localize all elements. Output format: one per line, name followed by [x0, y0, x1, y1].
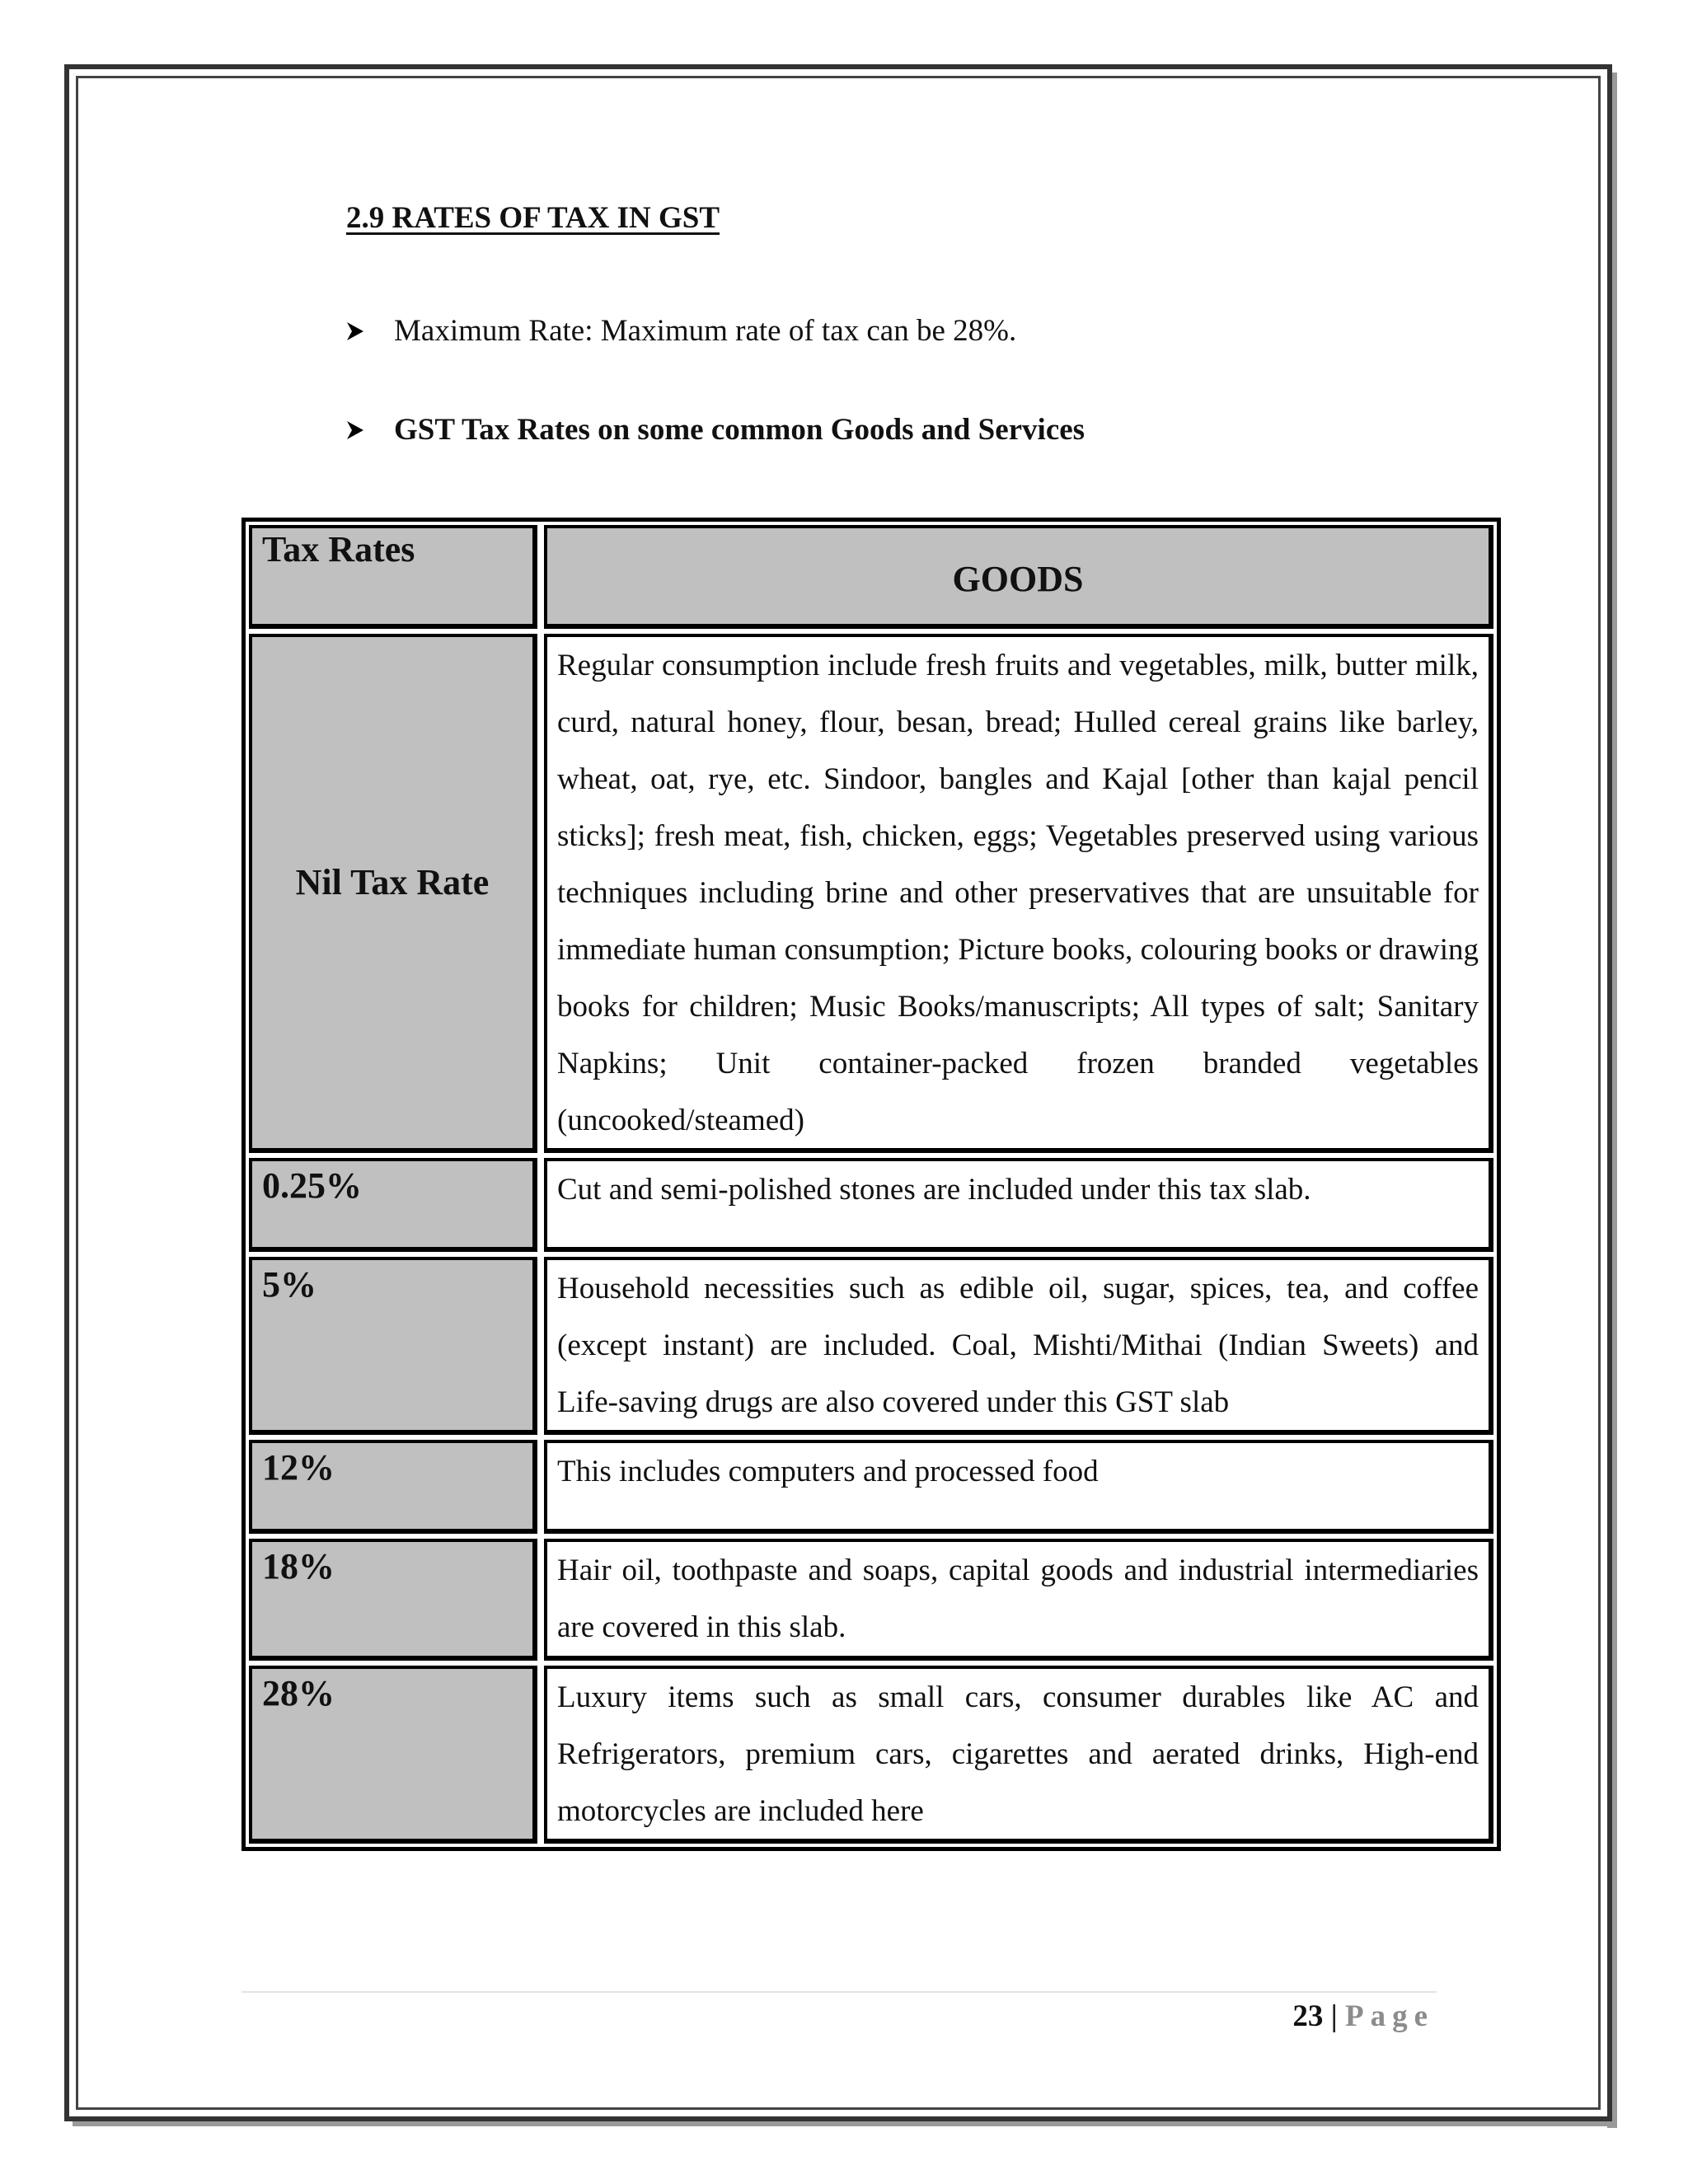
- rate-cell: 28%: [249, 1666, 537, 1844]
- section-heading: 2.9 RATES OF TAX IN GST: [346, 201, 720, 235]
- header-tax-rates: Tax Rates: [249, 525, 537, 629]
- table-row: [249, 634, 1493, 1153]
- footer-separator: |: [1330, 1999, 1338, 2033]
- table-row: [249, 1539, 1493, 1661]
- rate-cell: 18%: [249, 1539, 537, 1661]
- rate-cell: Nil Tax Rate: [249, 634, 537, 1153]
- footer-divider: [241, 1991, 1437, 1993]
- bullet-text: Maximum Rate: Maximum rate of tax can be 28%.: [394, 314, 1017, 348]
- bullet-item-gst-rates: [346, 412, 1085, 448]
- rate-cell: 12%: [249, 1440, 537, 1534]
- bullet-text: GST Tax Rates on some common Goods and Services: [394, 413, 1085, 447]
- arrow-bullet-icon: [346, 420, 364, 440]
- page-label: Page: [1344, 1999, 1434, 2033]
- header-goods: GOODS: [544, 525, 1493, 629]
- rate-cell: 5%: [249, 1257, 537, 1435]
- goods-cell: Household necessities such as edible oil, sugar, spices, tea, and coffee (except instant) are included. Coal, Mishti/Mithai (Indian Sweets) and Life-saving drugs are also covered under this GST slab: [544, 1257, 1493, 1435]
- bullet-item-max-rate: [346, 313, 1016, 349]
- table-row: [249, 1257, 1493, 1435]
- goods-cell: Regular consumption include fresh fruits and vegetables, milk, butter milk, curd, natural honey, flour, besan, bread; Hulled cereal grains like barley, wheat, oat, rye, etc. Sindoor, bangles and Kajal [other than kajal pencil sticks]; fresh meat, fish, chicken, eggs; Vegetables preserved using various techniques including brine and other preservatives that are unsuitable for immediate human consumption; Picture books, colouring books or drawing books for children; Music Books/manuscripts; All types of salt; Sanitary Napkins; Unit container-packed frozen branded vegetables (uncooked/steamed): [544, 634, 1493, 1153]
- goods-cell: Hair oil, toothpaste and soaps, capital goods and industrial intermediaries are covered in this slab.: [544, 1539, 1493, 1661]
- table-header-row: [249, 525, 1493, 629]
- table-row: [249, 1440, 1493, 1534]
- gst-rates-table: [241, 518, 1501, 1851]
- page-footer: [1265, 1999, 1434, 2034]
- rate-cell: 0.25%: [249, 1158, 537, 1252]
- goods-cell: This includes computers and processed food: [544, 1440, 1493, 1534]
- goods-cell: Cut and semi-polished stones are included under this tax slab.: [544, 1158, 1493, 1252]
- goods-cell: Luxury items such as small cars, consumer durables like AC and Refrigerators, premium cars, cigarettes and aerated drinks, High-end motorcycles are included here: [544, 1666, 1493, 1844]
- arrow-bullet-icon: [346, 321, 364, 341]
- table-row: [249, 1666, 1493, 1844]
- table-row: [249, 1158, 1493, 1252]
- page-number: 23: [1292, 1999, 1324, 2033]
